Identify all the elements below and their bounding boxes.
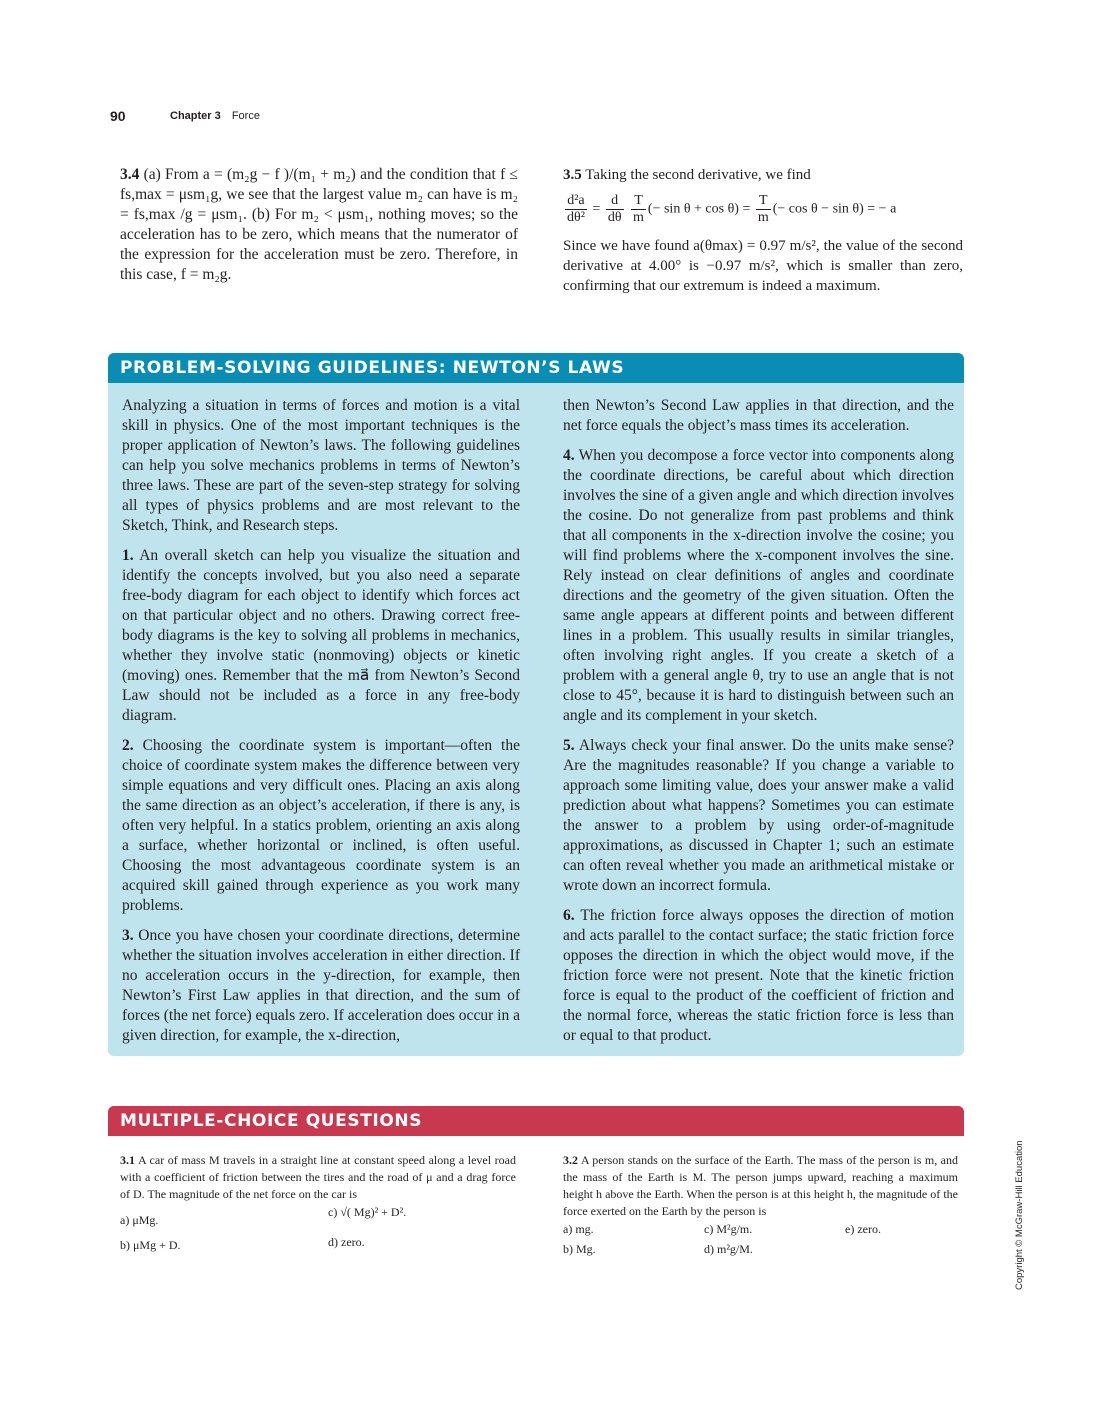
guideline-item: 1. An overall sketch can help you visualize the situation and identify the concepts involved, but you also need a separate free-body diagram for each object to identify which forces act on that particular object and no others. Drawing correct free-body diagrams is the key to solving all problems in mechanics, whether they involve static (nonmoving) objects or kinetic (moving) ones. Remember that the ma⃗ from Newton’s Second Law should not be included as a force in any free-body diagram. [122, 547, 520, 724]
answer-option: b) μMg + D. [120, 1238, 181, 1252]
question-3-2: 3.2 A person stands on the surface of the Earth. The mass of the person is m, and the mass of the Earth is M. The person jumps upward, reaching a maximum height h above the Earth. When the person is at this height h, the magnitude of the force exerted on the Earth by the person is [563, 1153, 958, 1218]
guidelines-left-column [122, 396, 520, 1056]
guideline-item: 6. The friction force always opposes the direction of motion and acts parallel to the contact surface; the static friction force opposes the direction in which the object would move, if the friction force were not present. Note that the kinetic friction force is equal to the product of the coefficient of friction and the normal force, whereas the static friction force is less than or equal to that product. [563, 907, 954, 1044]
solution-number: 3.4 [120, 166, 140, 183]
guidelines-intro: Analyzing a situation in terms of forces and motion is a vital skill in physics. One of the most important techniques is the proper application of Newton’s laws. The following guidelines can help you solve mechanics problems in terms of Newton’s three laws. These are part of the seven-step strategy for solving all types of physics problems and are most relevant to the Sketch, Think, and Research steps. [122, 397, 520, 534]
guidelines-title: PROBLEM-SOLVING GUIDELINES: NEWTON’S LAWS [120, 358, 625, 378]
guideline-item: 3. Once you have chosen your coordinate directions, determine whether the situation involves acceleration in either direction. If no acceleration occurs in the y-direction, for example, then Newton’s First Law applies in that direction, and the sum of forces (the net force) equals zero. If acceleration does occur in a given direction, for example, the x-direction, [122, 927, 521, 1044]
answer-option: e) zero. [845, 1222, 881, 1236]
mcq-title: MULTIPLE-CHOICE QUESTIONS [120, 1111, 423, 1131]
solution-3-5 [563, 165, 963, 306]
question-3-1: 3.1 A car of mass M travels in a straight line at constant speed along a level road with a coefficient of friction between the tires and the road of μ and a drag force of D. The magnitude of the net force on the car is [120, 1153, 516, 1201]
answer-option: b) Mg. [563, 1242, 596, 1256]
guideline-item: then Newton’s Second Law applies in that direction, and the net force equals the object’s mass times its acceleration. [563, 397, 954, 434]
solution-text: Since we have found a(θmax) = 0.97 m/s², the value of the second derivative at 4.00° is −0.97 m/s², which is smaller than zero, confirming that our extremum is indeed a maximum. [563, 238, 963, 294]
solution-intro: Taking the second derivative, we find [585, 167, 811, 183]
second-derivative-equation: $\frac{\text{d²a}}{\text{dθ²}}$ = $\frac{d}{d\theta}$ $\frac{T}{m}$ (− sin θ + cos θ) = $\frac{T}{m}$ (− cos θ − sin θ) = − a [567, 193, 897, 225]
solution-3-4 [120, 165, 518, 295]
guideline-item: 2. Choosing the coordinate system is important—often the choice of coordinate system makes the difference between very simple equations and very difficult ones. Placing an axis along the same direction as an object’s acceleration, if there is any, is often very helpful. In a statics problem, orienting an axis along a surface, whether horizontal or inclined, is often useful. Choosing the most advantageous coordinate system is an acquired skill gained through experience as you work many problems. [122, 737, 520, 914]
guidelines-header [108, 353, 964, 383]
mcq-header [108, 1106, 964, 1136]
chapter-label: Chapter 3 [170, 110, 221, 122]
answer-option: a) mg. [563, 1222, 594, 1236]
answer-option: d) m²g/M. [704, 1242, 753, 1256]
answer-option: a) μMg. [120, 1213, 159, 1227]
guideline-item: 5. Always check your final answer. Do the units make sense? Are the magnitudes reasonable? If you change a variable to approach some limiting value, does your answer make a valid prediction about what happens? Sometimes you can estimate the answer to a problem by using order-of-magnitude approximations, as discussed in Chapter 1; such an estimate can often reveal whether you made an arithmetical mistake or wrote down an incorrect formula. [563, 737, 954, 894]
solution-number: 3.5 [563, 167, 582, 183]
answer-option: d) zero. [328, 1235, 365, 1249]
copyright-notice: Copyright © McGraw-Hill Education [1014, 1140, 1025, 1290]
guideline-item: 4. When you decompose a force vector into components along the coordinate directions, be careful about which direction involves the sine of a given angle and which direction involves the cosine. Do not generalize from past problems and think that all components in the x-direction involve the cosine; you will find problems where the x-component involves the sine. Rely instead on clear definitions of angles and coordinate directions and the geometry of the given situation. Often the same angle appears at different points and between different lines in a problem. This usually results in similar triangles, often involving right angles. If you create a sketch of a problem with a general angle θ, try to use an angle that is not close to 45°, because it is hard to distinguish between such an angle and its complement in your sketch. [563, 447, 954, 724]
solution-text: (a) From a = (m₂g − f )/(m₁ + m₂) and the condition that f ≤ fs,max = μsm₁g, we see that the largest value m₂ can have is m₂ = fs,max /g = μsm₁. (b) For m₂ < μsm₁, nothing moves; so the acceleration has to be zero, which means that the numerator of the expression for the acceleration must be zero. Therefore, in this case, f = m₂g. [120, 166, 518, 283]
page-number: 90 [110, 108, 126, 124]
running-header [170, 110, 260, 122]
answer-option: c) √( Mg)² + D². [328, 1205, 407, 1219]
answer-option: c) M²g/m. [704, 1222, 753, 1236]
chapter-title: Force [231, 110, 260, 122]
guidelines-right-column [563, 396, 954, 1056]
